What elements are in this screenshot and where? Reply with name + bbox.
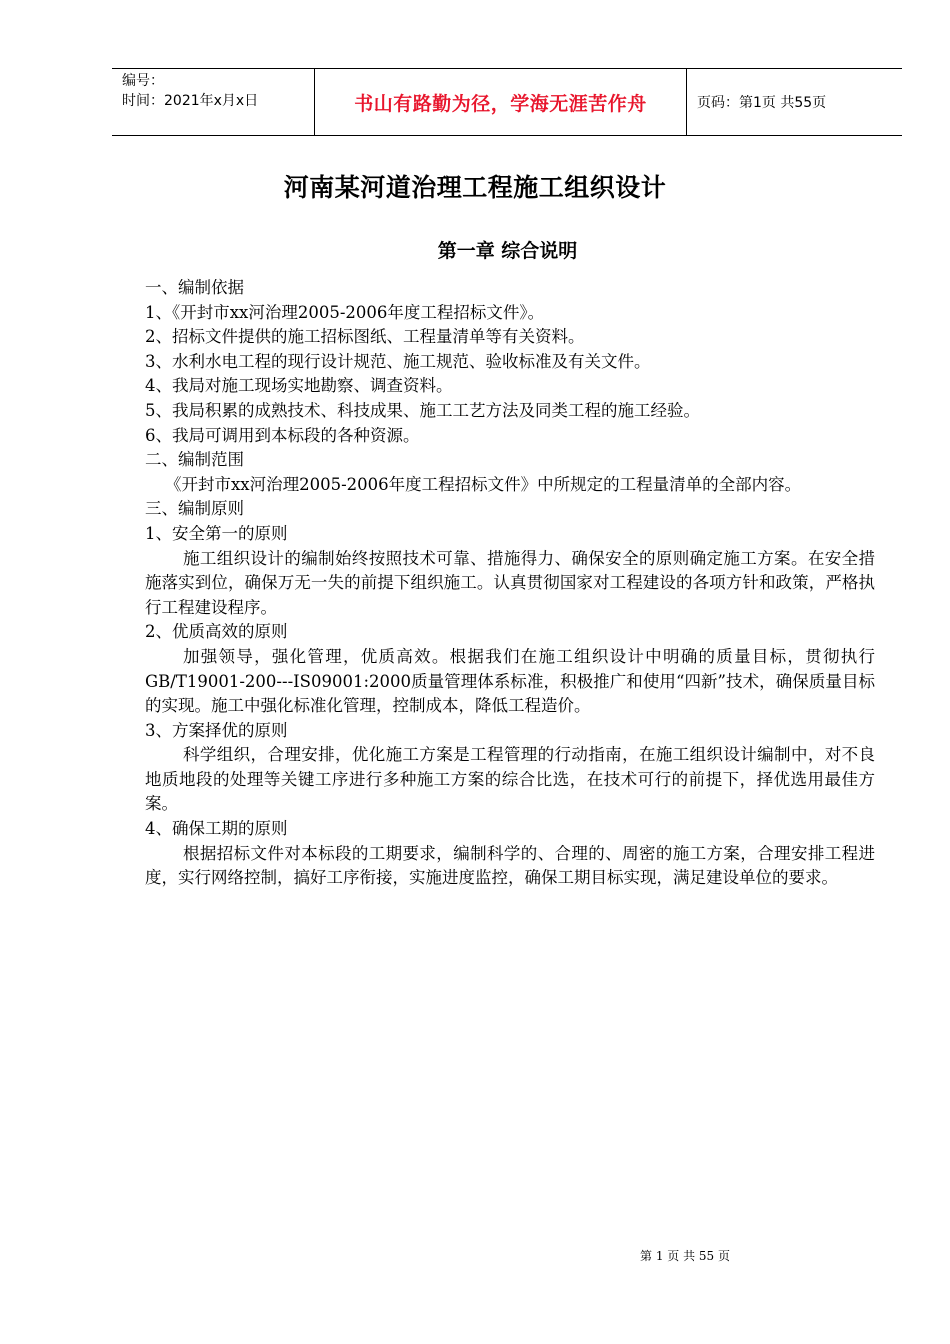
list-item: 1、《开封市xx河治理2005-2006年度工程招标文件》。 [145,302,545,322]
header-page-info [687,69,902,135]
document-body [145,276,875,891]
section-heading: 三、编制原则 [145,499,244,519]
paragraph: 加强领导，强化管理，优质高效。根据我们在施工组织设计中明确的质量目标，贯彻执行GB/T19001-200---IS09001:2000质量管理体系标准，积极推广和使用“四新”技术，确保质量目标的实现。施工中强化标准化管理，控制成本，降低工程造价。 [145,646,875,716]
list-item: 3、水利水电工程的现行设计规范、施工规范、验收标准及有关文件。 [145,351,651,371]
section-heading: 一、编制依据 [145,278,244,297]
header-page-number: 页码：第1页 共55页 [697,95,827,111]
list-item: 6、我局可调用到本标段的各种资源。 [145,425,420,445]
section-heading: 二、编制范围 [145,450,244,470]
principle-title: 2、优质高效的原则 [145,622,288,642]
principle-title: 4、确保工期的原则 [145,819,288,839]
paragraph: 施工组织设计的编制始终按照技术可靠、措施得力、确保安全的原则确定施工方案。在安全措施落实到位，确保万无一失的前提下组织施工。认真贯彻国家对工程建设的各项方针和政策，严格执行工程建设程序。 [145,548,875,617]
header-motto-cell [314,69,687,135]
principle-title: 3、方案择优的原则 [145,720,288,740]
header-motto: 书山有路勤为径，学海无涯苦作舟 [354,92,647,115]
paragraph: 根据招标文件对本标段的工期要求，编制科学的、合理的、周密的施工方案，合理安排工程进度，实行网络控制，搞好工序衔接，实施进度监控，确保工期目标实现，满足建设单位的要求。 [145,843,875,888]
paragraph: 《开封市xx河治理2005-2006年度工程招标文件》中所规定的工程量清单的全部内容。 [165,474,802,494]
paragraph: 科学组织，合理安排，优化施工方案是工程管理的行动指南，在施工组织设计编制中，对不良地质地段的处理等关键工序进行多种施工方案的综合比选，在技术可行的前提下，择优选用最佳方案。 [145,745,875,814]
principle-title: 1、安全第一的原则 [145,523,288,543]
document-header [112,68,902,136]
header-meta [112,69,314,135]
document-title: 河南某河道治理工程施工组织设计 [283,173,667,202]
list-item: 4、我局对施工现场实地勘察、调查资料。 [145,376,453,396]
chapter-heading: 第一章 综合说明 [437,240,578,262]
list-item: 2、招标文件提供的施工招标图纸、工程量清单等有关资料。 [145,327,585,347]
document-date: 时间：2021年x月x日 [122,93,259,109]
page-footer: 第 1 页 共 55 页 [640,1249,730,1263]
document-number: 编号： [122,73,164,89]
list-item: 5、我局积累的成熟技术、科技成果、施工工艺方法及同类工程的施工经验。 [145,400,700,420]
